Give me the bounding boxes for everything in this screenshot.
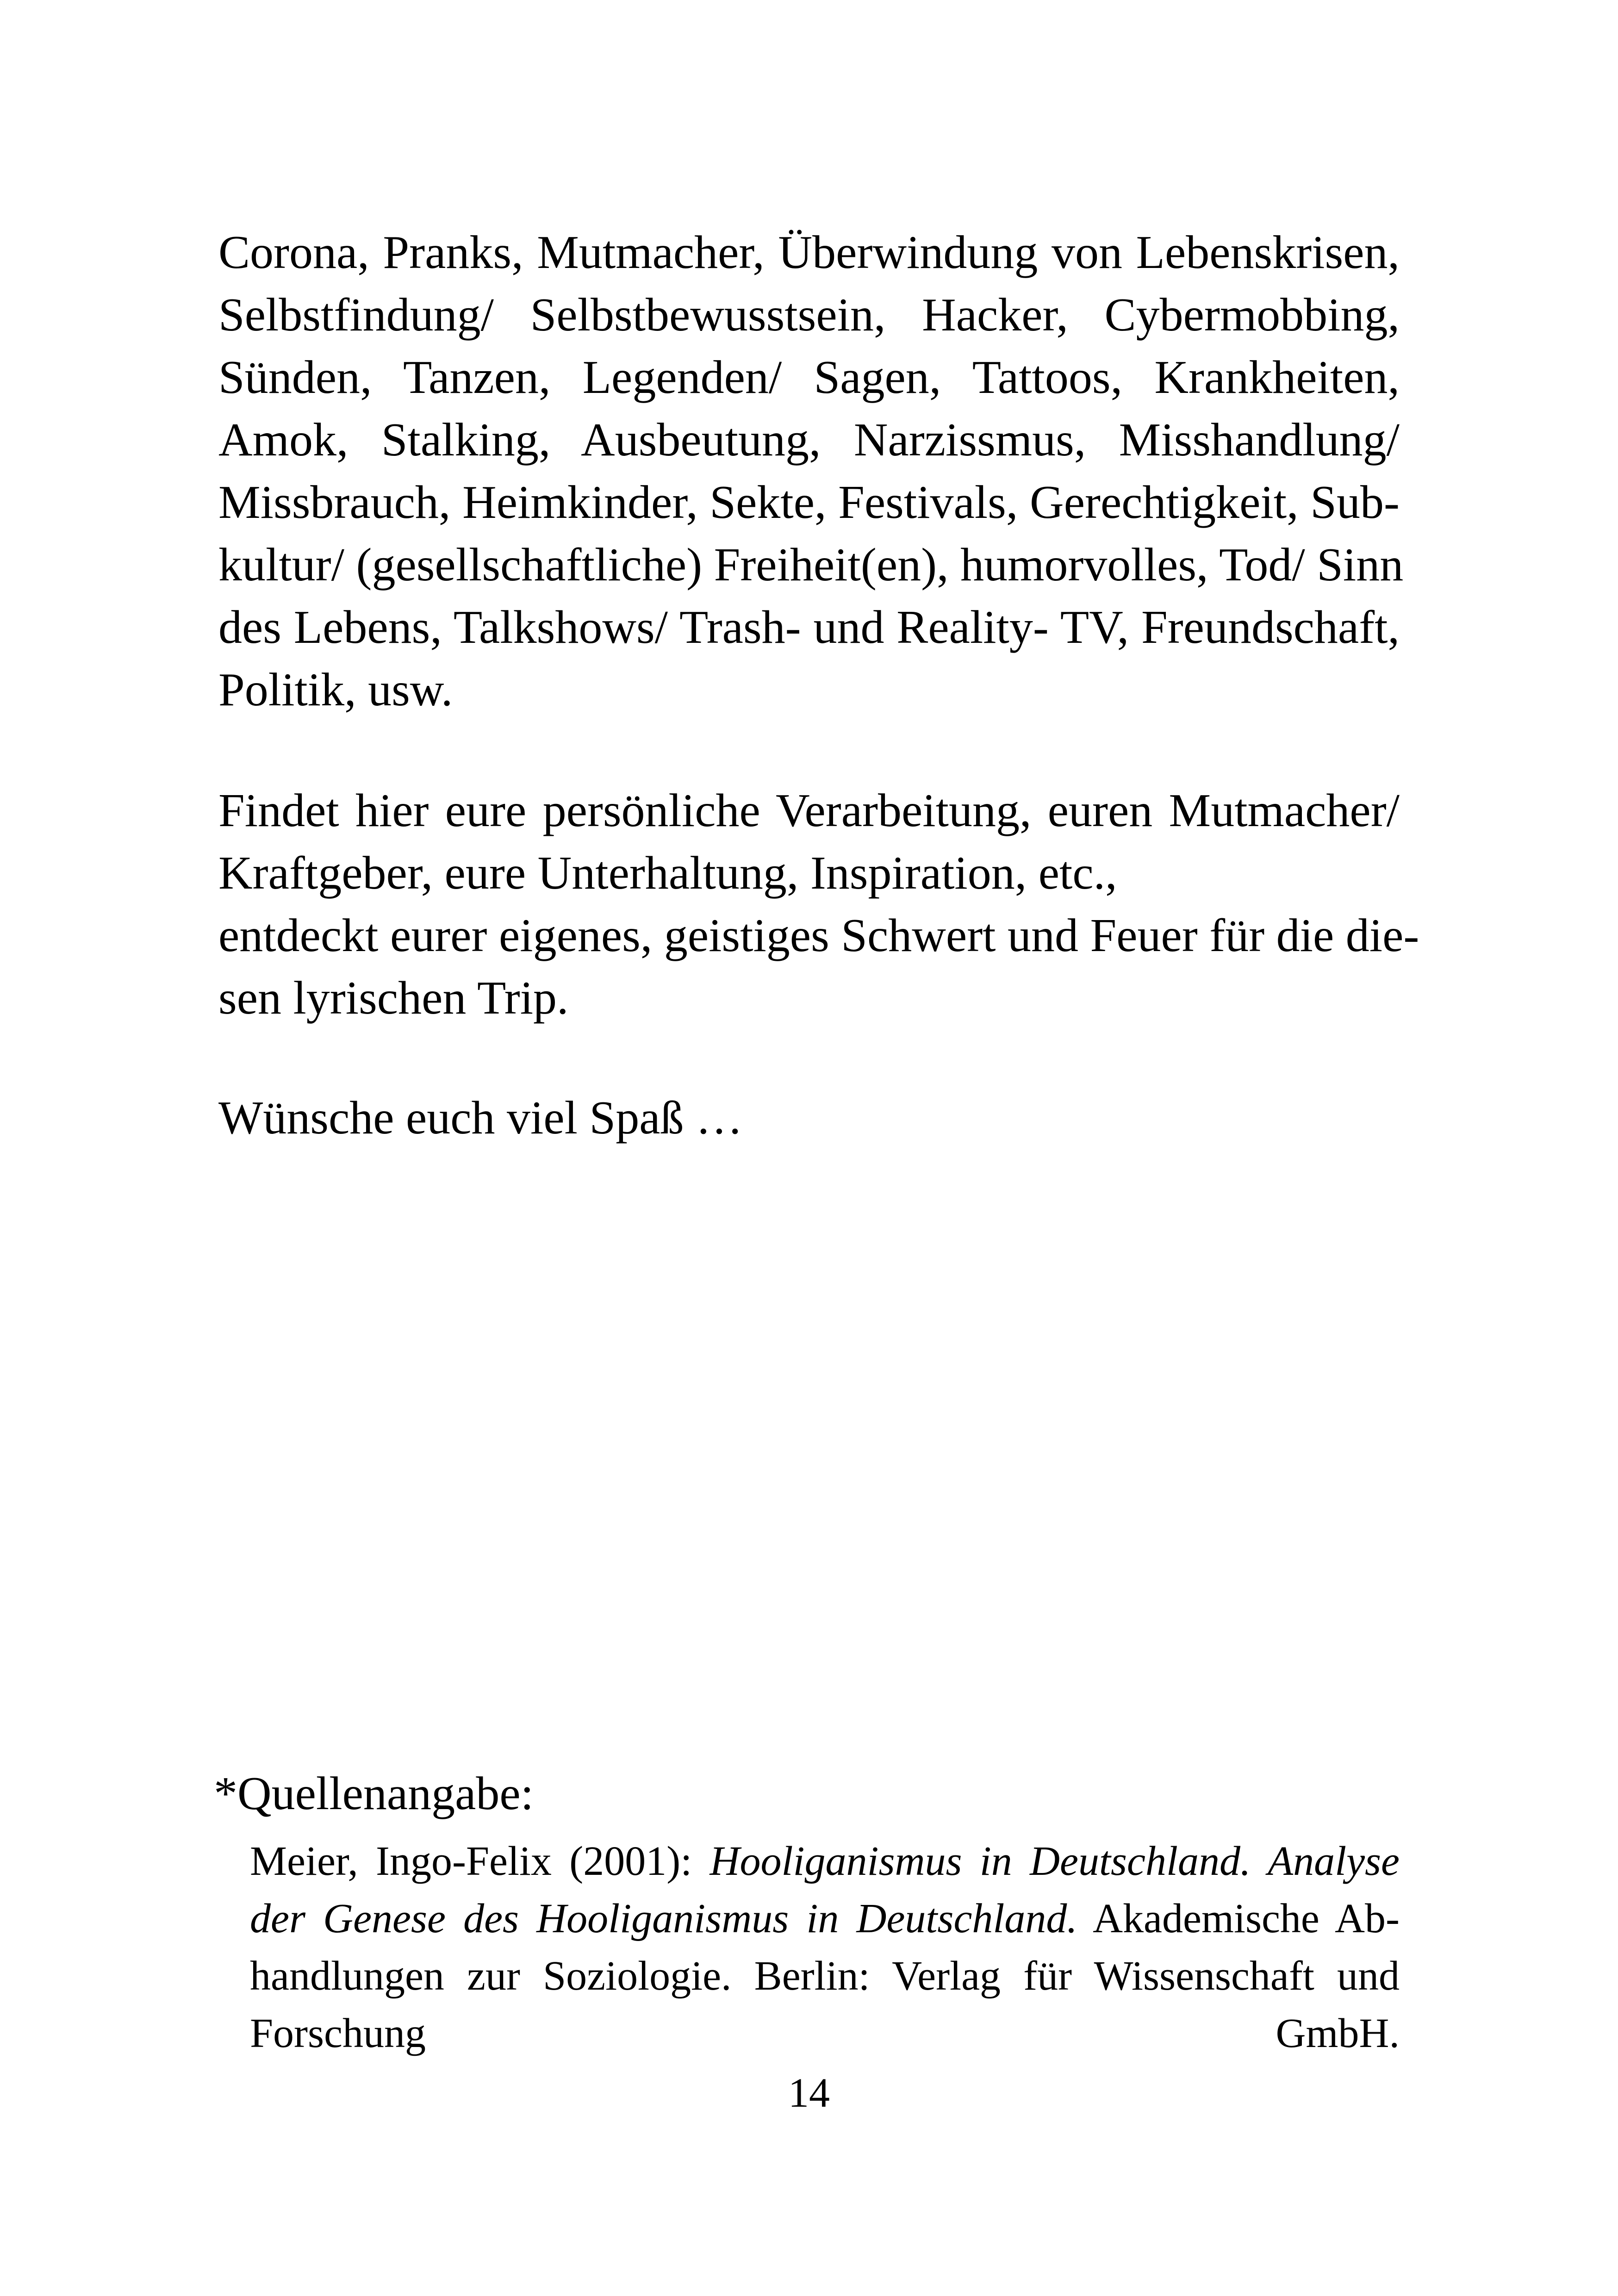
paragraph-invitation [218, 779, 1419, 1029]
text-line: Missbrauch, Heimkinder, Sekte, Festivals, Gerechtigkeit, Sub- [218, 476, 1400, 529]
text-line: Selbstfindung/ Selbstbewusstsein, Hacker, Cybermobbing, [218, 289, 1400, 341]
citation-subtitle: der Genese des Hooliganismus in Deutschland. [250, 1896, 1077, 1941]
citation-line [250, 1833, 1400, 1890]
citation-line: handlungen zur Soziologie. Berlin: Verlag für Wissenschaft und [250, 1953, 1400, 1999]
footnote-heading: *Quellenangabe: [214, 1767, 534, 1820]
text-line: Wünsche euch viel Spaß … [218, 1092, 743, 1144]
paragraph-closing [218, 1087, 1400, 1149]
text-line: Corona, Pranks, Mutmacher, Überwindung von Lebenskrisen, [218, 226, 1400, 279]
citation-line: Forschung GmbH. [250, 2010, 1400, 2056]
citation-author: Meier, Ingo-Felix (2001): [250, 1838, 710, 1884]
text-line: Kraftgeber, eure Unterhaltung, Inspiration, etc., [218, 847, 1117, 899]
text-line: sen lyrischen Trip. [218, 972, 569, 1024]
text-line: Findet hier eure persönliche Verarbeitung, euren Mutmacher/ [218, 784, 1400, 837]
page-number: 14 [788, 2070, 830, 2116]
text-line: Politik, usw. [218, 664, 453, 716]
text-line: kultur/ (gesellschaftliche) Freiheit(en), humorvolles, Tod/ Sinn [218, 539, 1404, 591]
text-line: Sünden, Tanzen, Legenden/ Sagen, Tattoos, Krankheiten, [218, 351, 1400, 404]
footnote-citation [250, 1833, 1400, 2062]
citation-series: Akademische Ab- [1077, 1896, 1400, 1941]
citation-line [250, 1890, 1400, 1948]
text-line: Amok, Stalking, Ausbeutung, Narzissmus, Misshandlung/ [218, 414, 1400, 466]
text-line: entdeckt eurer eigenes, geistiges Schwert und Feuer für die die- [218, 909, 1419, 962]
citation-title: Hooliganismus in Deutschland. Analyse [709, 1838, 1400, 1884]
paragraph-topics [218, 221, 1404, 721]
text-line: des Lebens, Talkshows/ Trash- und Reality- TV, Freundschaft, [218, 601, 1400, 653]
